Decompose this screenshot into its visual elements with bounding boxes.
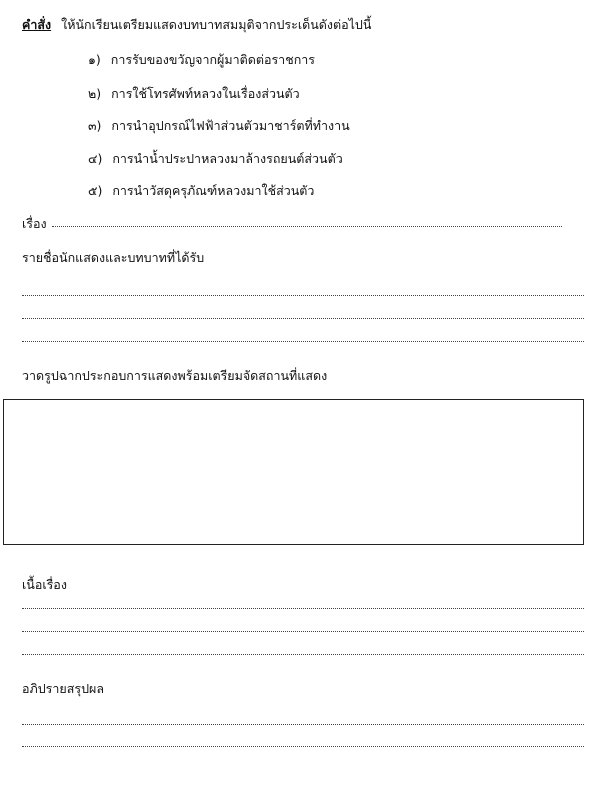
topic-text: การนำน้ำประปาหลวงมาล้างรถยนต์ส่วนตัว <box>112 151 343 166</box>
topic-item <box>88 181 314 201</box>
topic-text: การนำวัสดุครุภัณฑ์หลวงมาใช้ส่วนตัว <box>112 183 315 198</box>
cast-label: รายชื่อนักแสดงและบทบาทที่ได้รับ <box>22 250 205 265</box>
draw-label: วาดรูปฉากประกอบการแสดงพร้อมเตรียมจัดสถานที่แสดง <box>22 368 328 383</box>
content-line[interactable] <box>22 608 584 609</box>
cast-line[interactable] <box>22 295 584 296</box>
topic-item <box>88 149 343 169</box>
topic-number: ๔) <box>88 151 103 166</box>
topic-item <box>88 50 315 70</box>
scene-drawing-box[interactable] <box>3 399 584 545</box>
content-label: เนื้อเรื่อง <box>22 577 67 592</box>
topic-number: ๕) <box>88 183 103 198</box>
topic-number: ๑) <box>88 52 101 67</box>
summary-label: อภิปรายสรุปผล <box>22 681 105 696</box>
content-line[interactable] <box>22 631 584 632</box>
topic-text: การใช้โทรศัพท์หลวงในเรื่องส่วนตัว <box>111 86 300 101</box>
topic-item <box>88 116 350 136</box>
topic-item <box>88 84 300 104</box>
topic-text: การรับของขวัญจากผู้มาติดต่อราชการ <box>110 52 315 67</box>
instruction-text: ให้นักเรียนเตรียมแสดงบทบาทสมมุติจากประเด็นดังต่อไปนี้ <box>61 17 372 32</box>
summary-line[interactable] <box>22 724 584 725</box>
story-title-line[interactable] <box>52 226 562 227</box>
topic-text: การนำอุปกรณ์ไฟฟ้าส่วนตัวมาชาร์ตที่ทำงาน <box>111 118 350 133</box>
content-line[interactable] <box>22 654 584 655</box>
topic-number: ๓) <box>88 118 102 133</box>
topic-number: ๒) <box>88 86 102 101</box>
summary-line[interactable] <box>22 746 584 747</box>
instruction <box>22 15 371 35</box>
story-label: เรื่อง <box>22 216 47 231</box>
instruction-label: คำสั่ง <box>22 17 52 32</box>
cast-line[interactable] <box>22 318 584 319</box>
cast-line[interactable] <box>22 341 584 342</box>
